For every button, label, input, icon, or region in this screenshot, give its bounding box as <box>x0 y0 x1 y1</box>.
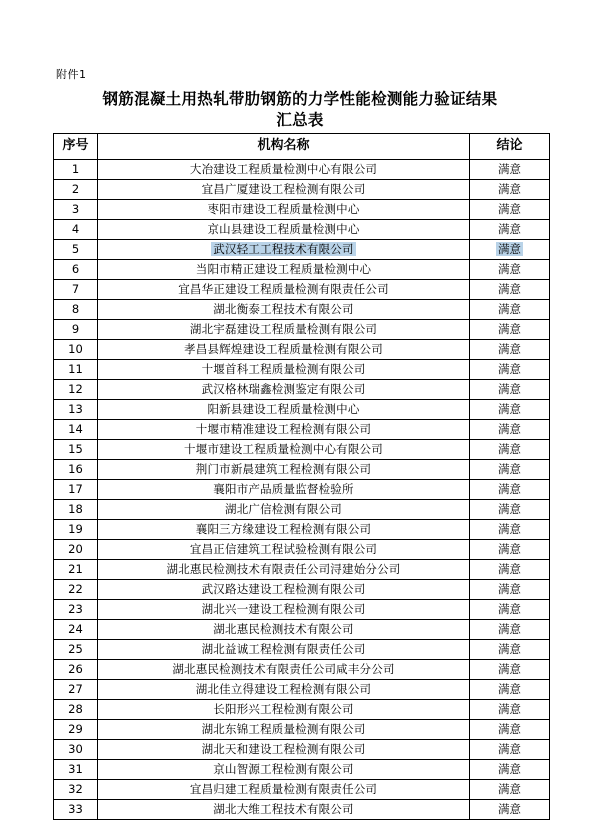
table-row <box>54 700 550 720</box>
conclusion-text: 满意 <box>498 802 521 816</box>
organization-name-text: 武汉轻工工程技术有限公司 <box>213 242 354 256</box>
organization-name-text: 十堰市建设工程质量检测中心有限公司 <box>184 442 383 456</box>
organization-name-text: 十堰市精准建设工程检测有限公司 <box>195 422 372 436</box>
conclusion-value <box>470 760 550 780</box>
row-number: 6 <box>54 260 98 280</box>
conclusion-value <box>470 740 550 760</box>
conclusion-text: 满意 <box>498 322 521 336</box>
organization-name-text: 荆门市新晨建筑工程检测有限公司 <box>195 462 372 476</box>
organization-name-text: 湖北兴一建设工程检测有限公司 <box>201 602 366 616</box>
organization-name <box>98 740 470 760</box>
conclusion-value <box>470 280 550 300</box>
organization-name <box>98 440 470 460</box>
conclusion-value <box>470 420 550 440</box>
conclusion-value <box>470 720 550 740</box>
organization-name <box>98 300 470 320</box>
conclusion-text: 满意 <box>498 622 521 636</box>
conclusion-text: 满意 <box>498 582 521 596</box>
organization-name-text: 宜昌正信建筑工程试验检测有限公司 <box>189 542 378 556</box>
table-row <box>54 560 550 580</box>
organization-name <box>98 460 470 480</box>
conclusion-text: 满意 <box>498 222 521 236</box>
table-body <box>54 160 550 820</box>
table-row <box>54 740 550 760</box>
conclusion-value <box>470 800 550 820</box>
organization-name <box>98 380 470 400</box>
organization-name-text: 武汉格林瑞鑫检测鉴定有限公司 <box>201 382 366 396</box>
table-row <box>54 720 550 740</box>
conclusion-value <box>470 180 550 200</box>
organization-name <box>98 680 470 700</box>
row-number: 12 <box>54 380 98 400</box>
conclusion-text: 满意 <box>498 262 521 276</box>
table-row <box>54 620 550 640</box>
organization-name <box>98 720 470 740</box>
conclusion-text: 满意 <box>498 442 521 456</box>
row-number: 31 <box>54 760 98 780</box>
conclusion-text: 满意 <box>498 762 521 776</box>
conclusion-text: 满意 <box>498 522 521 536</box>
table-row <box>54 180 550 200</box>
row-number: 22 <box>54 580 98 600</box>
organization-name <box>98 160 470 180</box>
row-number: 33 <box>54 800 98 820</box>
row-number: 13 <box>54 400 98 420</box>
row-number: 28 <box>54 700 98 720</box>
row-number: 3 <box>54 200 98 220</box>
table-row <box>54 680 550 700</box>
row-number: 2 <box>54 180 98 200</box>
organization-name-text: 宜昌广厦建设工程检测有限公司 <box>201 182 366 196</box>
organization-name <box>98 320 470 340</box>
conclusion-value <box>470 780 550 800</box>
organization-name-text: 大冶建设工程质量检测中心有限公司 <box>189 162 378 176</box>
organization-name-text: 湖北佳立得建设工程检测有限公司 <box>195 682 372 696</box>
table-row <box>54 580 550 600</box>
row-number: 20 <box>54 540 98 560</box>
row-number: 18 <box>54 500 98 520</box>
table-row <box>54 780 550 800</box>
conclusion-value <box>470 200 550 220</box>
organization-name-text: 湖北宇磊建设工程质量检测有限公司 <box>189 322 378 336</box>
conclusion-value <box>470 360 550 380</box>
table-row <box>54 220 550 240</box>
row-number: 23 <box>54 600 98 620</box>
organization-name <box>98 760 470 780</box>
conclusion-value <box>470 260 550 280</box>
conclusion-value <box>470 240 550 260</box>
organization-name-text: 湖北惠民检测技术有限公司 <box>213 622 354 636</box>
row-number: 9 <box>54 320 98 340</box>
page-title-line2: 汇总表 <box>276 110 324 129</box>
attachment-label: 附件1 <box>56 68 87 81</box>
conclusion-value <box>470 480 550 500</box>
conclusion-text: 满意 <box>498 662 521 676</box>
conclusion-value <box>470 600 550 620</box>
table-row <box>54 360 550 380</box>
organization-name-text: 武汉路达建设工程检测有限公司 <box>201 582 366 596</box>
organization-name <box>98 340 470 360</box>
organization-name <box>98 560 470 580</box>
conclusion-value <box>470 620 550 640</box>
table-row <box>54 660 550 680</box>
organization-name-text: 襄阳市产品质量监督检验所 <box>213 482 354 496</box>
conclusion-text: 满意 <box>498 402 521 416</box>
organization-name-text: 宜昌归建工程质量检测有限责任公司 <box>189 782 378 796</box>
organization-name <box>98 520 470 540</box>
table-row <box>54 500 550 520</box>
row-number: 21 <box>54 560 98 580</box>
conclusion-text: 满意 <box>498 182 521 196</box>
table-row <box>54 800 550 820</box>
organization-name <box>98 640 470 660</box>
organization-name-text: 湖北天和建设工程检测有限公司 <box>201 742 366 756</box>
organization-name <box>98 480 470 500</box>
organization-name <box>98 580 470 600</box>
organization-name <box>98 400 470 420</box>
conclusion-text: 满意 <box>498 782 521 796</box>
organization-name-text: 湖北广信检测有限公司 <box>225 502 342 516</box>
organization-name-text: 宜昌华正建设工程质量检测有限责任公司 <box>178 282 389 296</box>
organization-name <box>98 280 470 300</box>
row-number: 30 <box>54 740 98 760</box>
organization-name-text: 湖北惠民检测技术有限责任公司浔建始分公司 <box>166 562 401 576</box>
table-row <box>54 600 550 620</box>
column-header-no: 序号 <box>54 134 98 160</box>
conclusion-text: 满意 <box>498 642 521 656</box>
organization-name-text: 孝昌县辉煌建设工程质量检测有限公司 <box>184 342 383 356</box>
organization-name <box>98 180 470 200</box>
conclusion-value <box>470 680 550 700</box>
row-number: 7 <box>54 280 98 300</box>
organization-name-text: 京山智源工程检测有限公司 <box>213 762 354 776</box>
table-row <box>54 260 550 280</box>
results-table <box>53 133 550 820</box>
conclusion-text: 满意 <box>498 242 521 256</box>
organization-name-text: 长阳形兴工程检测有限公司 <box>213 702 354 716</box>
row-number: 25 <box>54 640 98 660</box>
table-row <box>54 320 550 340</box>
conclusion-text: 满意 <box>498 162 521 176</box>
table-row <box>54 540 550 560</box>
table-row <box>54 640 550 660</box>
conclusion-value <box>470 640 550 660</box>
conclusion-value <box>470 300 550 320</box>
page-title-line1: 钢筋混凝土用热轧带肋钢筋的力学性能检测能力验证结果 <box>102 89 498 108</box>
conclusion-value <box>470 540 550 560</box>
table-row <box>54 340 550 360</box>
conclusion-text: 满意 <box>498 482 521 496</box>
row-number: 24 <box>54 620 98 640</box>
organization-name <box>98 620 470 640</box>
organization-name-text: 京山县建设工程质量检测中心 <box>207 222 360 236</box>
table-row <box>54 520 550 540</box>
row-number: 19 <box>54 520 98 540</box>
row-number: 14 <box>54 420 98 440</box>
organization-name <box>98 360 470 380</box>
conclusion-value <box>470 340 550 360</box>
conclusion-value <box>470 220 550 240</box>
organization-name <box>98 240 470 260</box>
organization-name <box>98 420 470 440</box>
conclusion-text: 满意 <box>498 362 521 376</box>
conclusion-text: 满意 <box>498 542 521 556</box>
table-row <box>54 480 550 500</box>
organization-name-text: 阳新县建设工程质量检测中心 <box>207 402 360 416</box>
organization-name <box>98 600 470 620</box>
conclusion-value <box>470 160 550 180</box>
conclusion-value <box>470 500 550 520</box>
conclusion-value <box>470 520 550 540</box>
table-row <box>54 160 550 180</box>
organization-name <box>98 800 470 820</box>
row-number: 11 <box>54 360 98 380</box>
organization-name-text: 十堰首科工程质量检测有限公司 <box>201 362 366 376</box>
conclusion-text: 满意 <box>498 602 521 616</box>
column-header-name: 机构名称 <box>98 134 470 160</box>
table-header-row <box>54 134 550 160</box>
organization-name <box>98 660 470 680</box>
table-row <box>54 240 550 260</box>
row-number: 29 <box>54 720 98 740</box>
organization-name-text: 当阳市精正建设工程质量检测中心 <box>195 262 372 276</box>
table-row <box>54 420 550 440</box>
conclusion-value <box>470 320 550 340</box>
conclusion-text: 满意 <box>498 282 521 296</box>
conclusion-text: 满意 <box>498 342 521 356</box>
organization-name <box>98 200 470 220</box>
column-header-result: 结论 <box>470 134 550 160</box>
table-row <box>54 760 550 780</box>
organization-name <box>98 700 470 720</box>
organization-name-text: 湖北益诚工程检测有限责任公司 <box>201 642 366 656</box>
row-number: 27 <box>54 680 98 700</box>
organization-name-text: 枣阳市建设工程质量检测中心 <box>207 202 360 216</box>
conclusion-text: 满意 <box>498 742 521 756</box>
organization-name <box>98 540 470 560</box>
conclusion-value <box>470 440 550 460</box>
organization-name <box>98 780 470 800</box>
organization-name-text: 襄阳三方缘建设工程检测有限公司 <box>195 522 372 536</box>
conclusion-text: 满意 <box>498 462 521 476</box>
row-number: 26 <box>54 660 98 680</box>
table-row <box>54 200 550 220</box>
conclusion-text: 满意 <box>498 202 521 216</box>
organization-name <box>98 260 470 280</box>
organization-name-text: 湖北惠民检测技术有限责任公司咸丰分公司 <box>172 662 395 676</box>
conclusion-text: 满意 <box>498 702 521 716</box>
row-number: 4 <box>54 220 98 240</box>
conclusion-value <box>470 700 550 720</box>
row-number: 8 <box>54 300 98 320</box>
row-number: 15 <box>54 440 98 460</box>
conclusion-text: 满意 <box>498 722 521 736</box>
row-number: 17 <box>54 480 98 500</box>
conclusion-text: 满意 <box>498 422 521 436</box>
table-row <box>54 400 550 420</box>
row-number: 10 <box>54 340 98 360</box>
organization-name <box>98 500 470 520</box>
table-row <box>54 440 550 460</box>
organization-name-text: 湖北衡泰工程技术有限公司 <box>213 302 354 316</box>
conclusion-value <box>470 560 550 580</box>
row-number: 1 <box>54 160 98 180</box>
conclusion-text: 满意 <box>498 682 521 696</box>
conclusion-value <box>470 380 550 400</box>
conclusion-text: 满意 <box>498 382 521 396</box>
table-row <box>54 380 550 400</box>
organization-name-text: 湖北东锦工程质量检测有限公司 <box>201 722 366 736</box>
conclusion-text: 满意 <box>498 562 521 576</box>
table-row <box>54 460 550 480</box>
conclusion-text: 满意 <box>498 302 521 316</box>
conclusion-value <box>470 660 550 680</box>
conclusion-value <box>470 400 550 420</box>
page-title <box>0 88 600 130</box>
conclusion-value <box>470 460 550 480</box>
row-number: 32 <box>54 780 98 800</box>
organization-name-text: 湖北大维工程技术有限公司 <box>213 802 354 816</box>
conclusion-value <box>470 580 550 600</box>
table-row <box>54 300 550 320</box>
table-row <box>54 280 550 300</box>
organization-name <box>98 220 470 240</box>
row-number: 16 <box>54 460 98 480</box>
row-number: 5 <box>54 240 98 260</box>
conclusion-text: 满意 <box>498 502 521 516</box>
